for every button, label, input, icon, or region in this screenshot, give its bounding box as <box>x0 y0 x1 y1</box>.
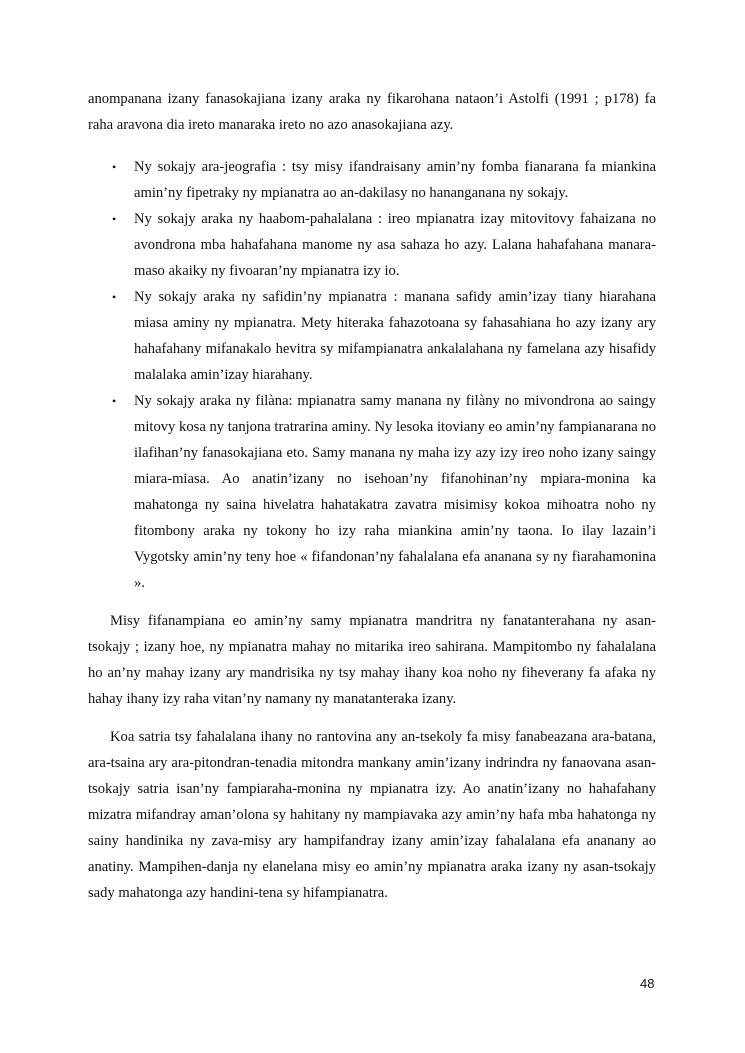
bullet-marker: • <box>112 394 117 408</box>
list-item-text: Ny sokajy araka ny haabom-pahalalana : ireo mpianatra izay mitovitovy fahaizana no avondrona mba hahafahana manome ny asa sahaza ho azy. Lalana hahafahana manara-maso akaiky ny fivoaran’ny mpianatra izy io. <box>134 211 656 279</box>
body-paragraph-mutual-help: Misy fifanampiana eo amin’ny samy mpianatra mandritra ny fanatanterahana ny asan-tsokajy ; izany hoe, ny mpianatra mahay no mitarika ireo sahirana. Mampitombo ny fahalalana ho an’ny mahay izany ary mandrisika ny tsy mahay ihany koa noho ny fiheverany fa afaka ny hahay ihany izy raha vitan’ny namany ny manatanteraka izany. <box>88 613 656 707</box>
list-item-text: Ny sokajy araka ny filàna: mpianatra samy manana ny filàny no mivondrona ao saingy mitovy kosa ny tanjona tratrarina aminy. Ny lesoka itoviany eo amin’ny fampianarana no ilafihan’ny fanasokajiana eto. Samy manana ny maha izy azy izy ireo noho izany saingy miara-miasa. Ao anatin’izany no isehoan’ny fifanohinan’ny mpiara-monina ka mahatonga ny saina hivelatra hahatakatra zavatra misimisy kokoa mihoatra noho ny fitombony araka ny tokony ho izy raha miankina amin’ny taona. Io ilay lazain’i Vygotsky amin’ny teny hoe « fifandonan’ny fahalalana efa ananana sy ny fiarahamonina ». <box>134 393 656 591</box>
list-item-text: Ny sokajy araka ny safidin’ny mpianatra : manana safidy amin’izay tiany hiarahana miasa aminy ny mpianatra. Mety hiteraka fahazotoana sy fahasahiana ho azy izany ary hahafahany mifanakalo hevitra sy mifampianatra ankalalahana ny famelana azy hisafidy malalaka amin’izay hiarahany. <box>134 289 656 383</box>
intro-paragraph: anompanana izany fanasokajiana izany araka ny fikarohana nataon’i Astolfi (1991 ; p178) fa raha aravona dia ireto manaraka ireto no azo anasokajiana azy. <box>88 91 656 133</box>
body-paragraph-education: Koa satria tsy fahalalana ihany no rantovina any an-tsekoly fa misy fanabeazana ara-batana, ara-tsaina ary ara-pitondran-tenadia mitondra mankany amin’izany indrindra ny fanaovana asan-tsokajy satria isan’ny fampiaraha-monina ny mpianatra izy. Ao anatin’izany no hahafahany mizatra mifandray aman’olona sy hahitany ny mampiavaka azy amin’ny hafa mba hahatonga ny sainy handinika ny zava-misy ary hampifandray izany amin’izay fahalalana efa ananany ao anatiny. Mampihen-danja ny elanelana misy eo amin’ny mpianatra araka izany ny asan-tsokajy sady mahatonga azy handini-tena sy hifampianatra. <box>88 729 656 901</box>
list-item-student-choice <box>88 284 656 388</box>
grouping-types-list <box>88 154 656 596</box>
bullet-marker: • <box>112 212 117 226</box>
bullet-marker: • <box>112 160 117 174</box>
list-item-knowledge-level <box>88 206 656 284</box>
list-item-text: Ny sokajy ara-jeografia : tsy misy ifandraisany amin’ny fomba fianarana fa miankina amin’ny fipetraky ny mpianatra ao an-dakilasy no hananganana ny sokajy. <box>134 159 656 201</box>
list-item-needs <box>88 388 656 596</box>
bullet-marker: • <box>112 290 117 304</box>
list-item-geographic <box>88 154 656 206</box>
page-number: 48 <box>640 976 655 991</box>
document-body <box>88 86 656 906</box>
